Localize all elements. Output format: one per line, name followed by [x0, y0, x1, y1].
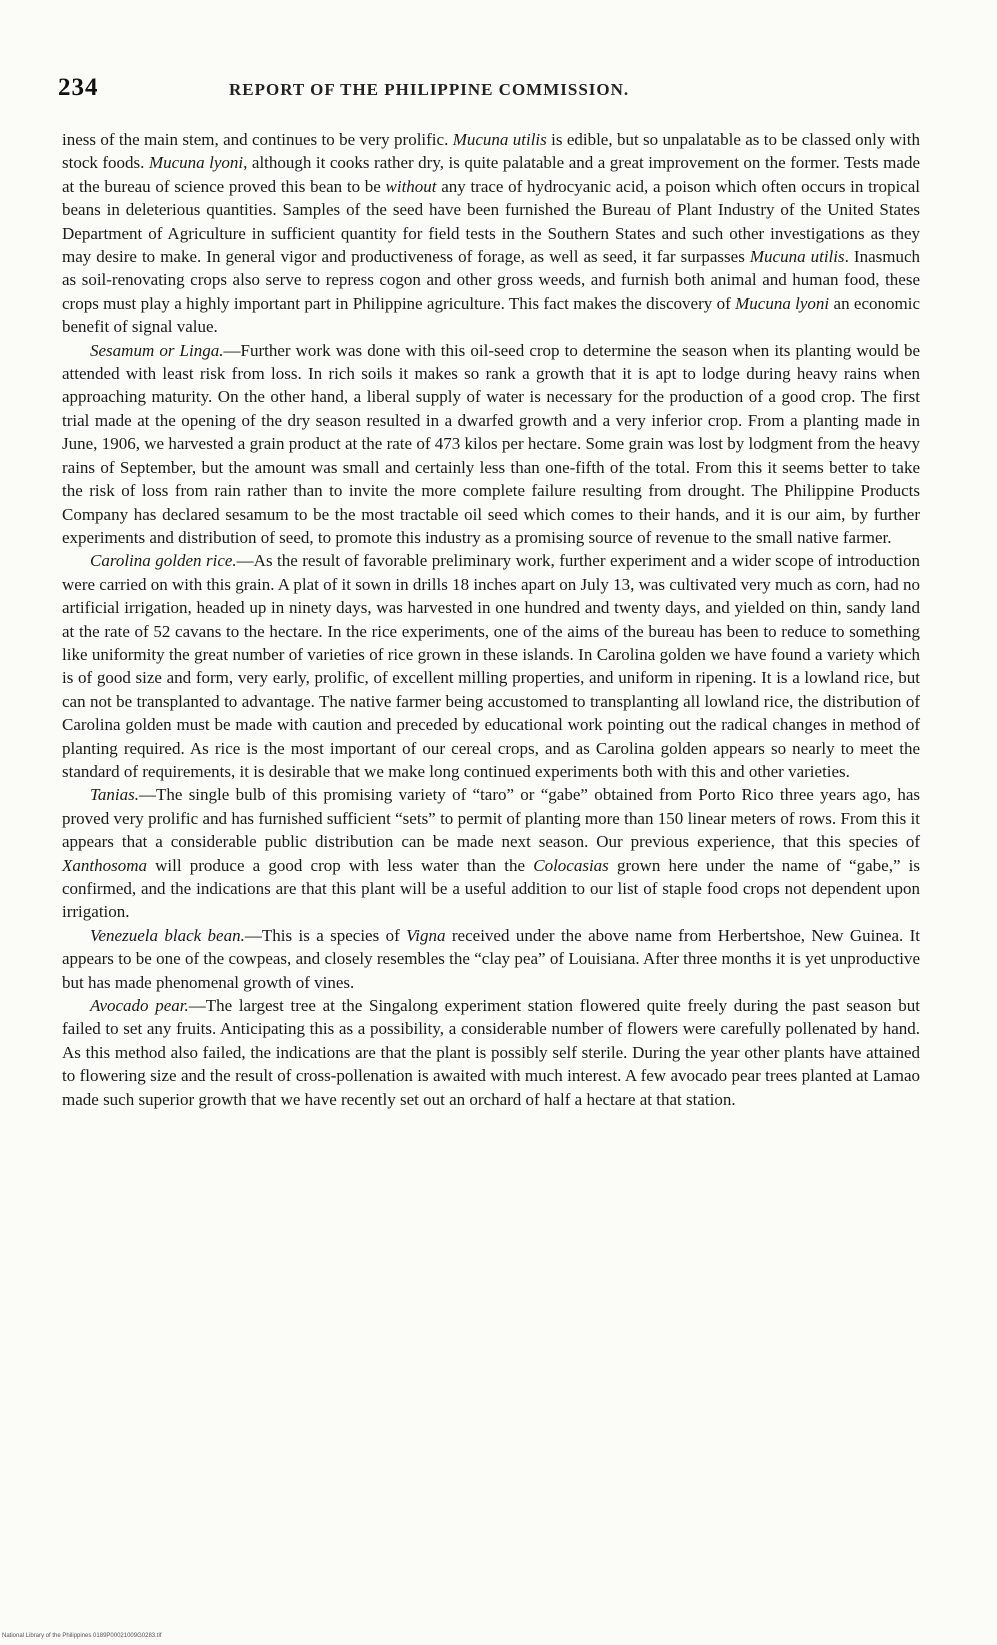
- text-run: —The largest tree at the Singalong experiment station flowered quite freely during the past season but failed to set any fruits. Anticipating this as a possibility, a considerable number of flowers were carefully pollenated by hand. As this method also failed, the indications are that the plant is possibly self sterile. During the year other plants have attained to flowering size and the result of cross-pollenation is awaited with much interest. A few avocado pear trees planted at Lamao made such superior growth that we have recently set out an orchard of half a hectare at that station.: [62, 996, 920, 1109]
- italic-text: Colocasias: [533, 855, 609, 875]
- text-run: is edible, but so unpalatable as to be classed only with stock foods.: [62, 130, 920, 173]
- text-run: —Further work was done with this oil-seed crop to determine the season when its planting would be attended with least risk from loss. In rich soils it makes so rank a growth that it is apt to lodge during heavy rains when approaching maturity. On the other hand, a liberal supply of water is necessary for the production of a good crop. The first trial made at the opening of the dry season resulted in a dwarfed growth and a very inferior crop. From a planting made in June, 1906, we harvested a grain product at the rate of 473 kilos per hectare. Some grain was lost by lodgment from the heavy rains of September, but the amount was small and certainly less than one-fifth of the total. From this it seems better to take the risk of loss from rain rather than to invite the more complete failure resulting from drought. The Philippine Products Company has declared sesamum to be the most tractable oil seed which comes to their hands, and it is our aim, by further experiments and distribution of seed, to promote this industry as a promising source of revenue to the small native farmer.: [62, 340, 920, 547]
- italic-text: Carolina golden rice.: [90, 551, 237, 571]
- body-text: [62, 128, 920, 1111]
- italic-text: Venezuela black bean.: [90, 925, 245, 945]
- italic-text: Mucuna utilis: [749, 247, 845, 267]
- text-run: —As the result of favorable preliminary work, further experiment and a wider scope of introduction were carried on with this grain. A plat of it sown in drills 18 inches apart on July 13, was cultivated very much as corn, had no artificial irrigation, headed up in ninety days, was harvested in one hundred and twenty days, and yielded on thin, sandy land at the rate of 52 cavans to the hectare. In the rice experiments, one of the aims of the bureau has been to reduce to something like uniformity the great number of varieties of rice grown in these islands. In Carolina golden we have found a variety which is of good size and form, very early, prolific, of excellent milling properties, and uniform in ripening. It is a lowland rice, but can not be transplanted to advantage. The native farmer being accustomed to transplanting all lowland rice, the distribution of Carolina golden must be made with caution and preceded by educational work pointing out the radical changes in method of planting required. As rice is the most important of our cereal crops, and as Carolina golden appears so nearly to meet the standard of requirements, it is desirable that we make long continued experiments both with this and other varieties.: [62, 551, 921, 781]
- paragraph: [62, 339, 920, 550]
- text-run: , although it cooks rather dry, is quite palatable and a great improvement on the former. Tests made at the bureau of science proved this bean to be: [62, 153, 920, 196]
- text-run: —The single bulb of this promising variety of “taro” or “gabe” obtained from Porto Rico three years ago, has proved very prolific and has furnished sufficient “sets” to permit of planting more than 150 linear meters of rows. From this it appears that a considerable public distribution can be made next season. Our previous experience, that this species of: [62, 785, 920, 852]
- scan-credit: National Library of the Philippines 0189P00021009G0283.tif: [2, 1633, 162, 1639]
- italic-text: Vigna: [406, 925, 446, 945]
- italic-text: Mucuna lyoni: [148, 153, 244, 173]
- paragraph: [62, 994, 920, 1111]
- text-run: received under the above name from Herbertshoe, New Guinea. It appears to be one of the cowpeas, and closely resembles the “clay pea” of Louisiana. After three months it is yet unproductive but has made phenomenal growth of vines.: [62, 925, 921, 992]
- italic-text: Avocado pear.: [90, 996, 189, 1016]
- italic-text: Sesamum or Linga.: [90, 340, 224, 360]
- italic-text: Tanias.: [90, 785, 139, 805]
- paragraph: [62, 128, 920, 339]
- page-number: 234: [58, 74, 99, 101]
- paragraph: [62, 924, 920, 994]
- running-head: REPORT OF THE PHILIPPINE COMMISSION.: [229, 80, 630, 99]
- text-run: . Inasmuch as soil-renovating crops also serve to repress cogon and other gross weeds, and furnish both animal and human food, these crops must play a highly important part in Philippine agriculture. This fact makes the discovery of: [62, 247, 921, 313]
- italic-text: Mucuna utilis: [452, 130, 547, 149]
- page-header: [58, 74, 918, 114]
- text-run: any trace of hydrocyanic acid, a poison which often occurs in tropical beans in deleterious quantities. Samples of the seed have been furnished the Bureau of Plant Industry of the United States Department of Agriculture in sufficient quantity for field tests in the Southern States and such other investigations as they may desire to make. In general vigor and productiveness of forage, as well as seed, it far surpasses: [62, 176, 920, 267]
- text-run: grown here under the name of “gabe,” is confirmed, and the indications are that this plant will be a useful addition to our list of staple food crops not dependent upon irrigation.: [62, 855, 920, 922]
- text-run: iness of the main stem, and continues to be very prolific.: [62, 130, 453, 149]
- paragraph: [62, 783, 920, 923]
- italic-text: Mucuna lyoni: [735, 293, 830, 313]
- text-run: will produce a good crop with less water than the: [147, 855, 534, 875]
- text-run: an economic benefit of signal value.: [62, 293, 920, 337]
- text-run: —This is a species of: [244, 925, 407, 945]
- italic-text: Xanthosoma: [62, 855, 147, 875]
- paragraph: [62, 549, 920, 783]
- italic-text: without: [385, 176, 437, 196]
